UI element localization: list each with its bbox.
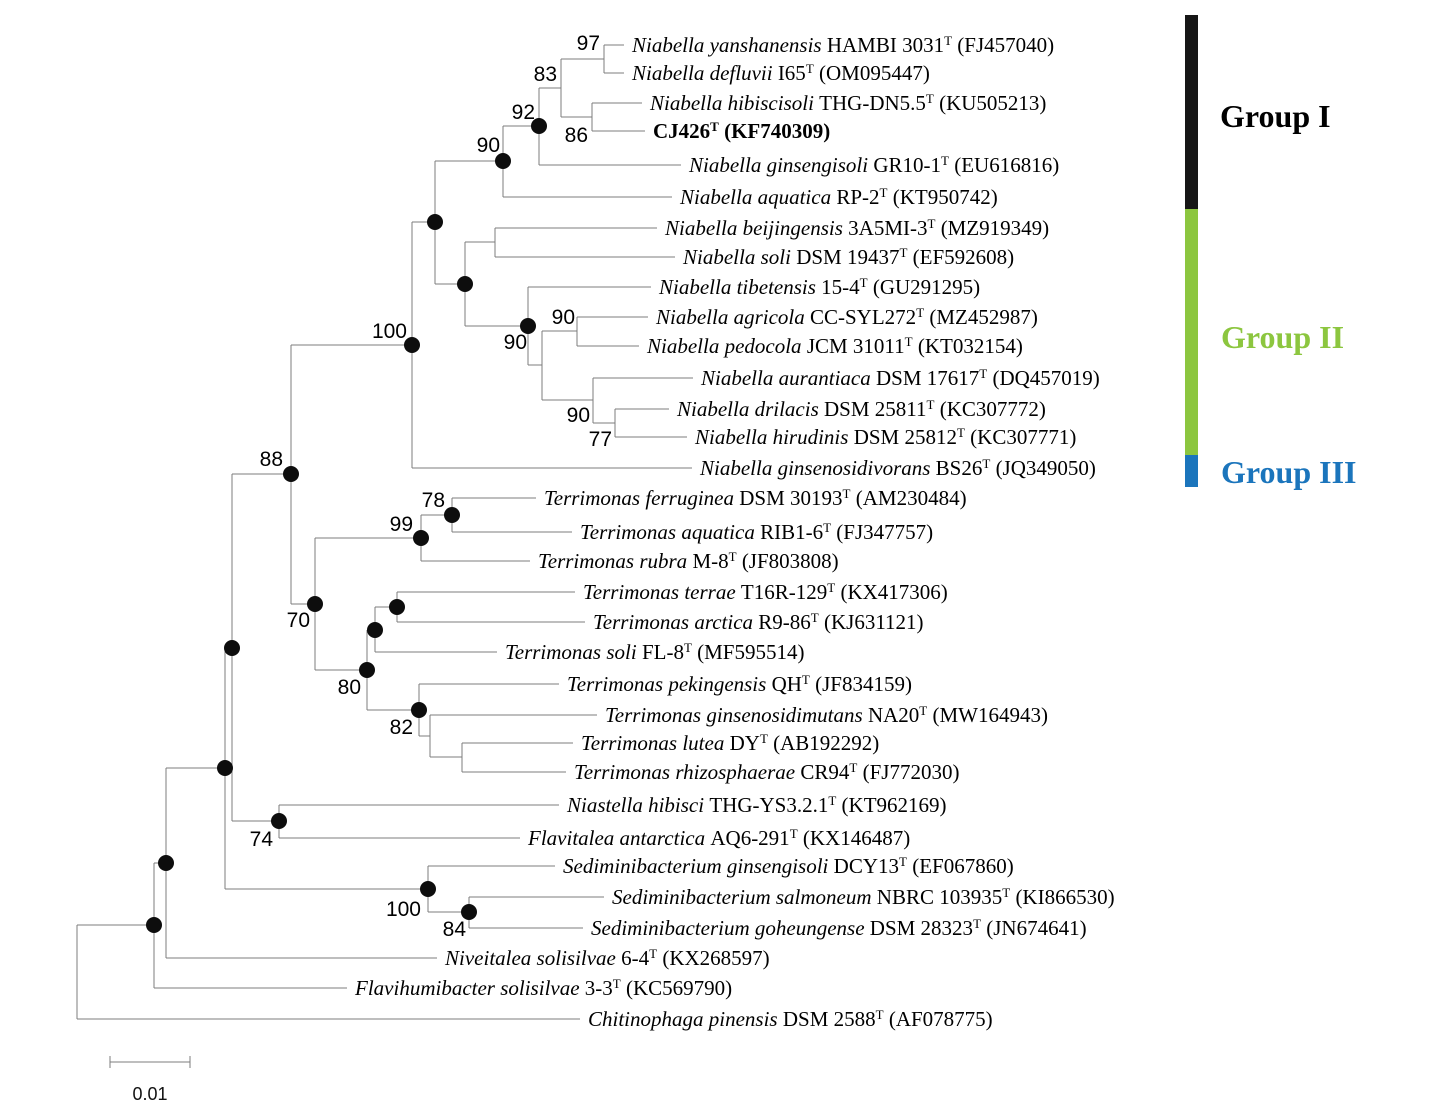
node-dot — [217, 760, 233, 776]
type-strain-superscript: T — [904, 334, 913, 349]
taxon-label — [544, 486, 967, 510]
taxon-label — [605, 703, 1048, 727]
taxon-strain: FL-8 — [636, 640, 684, 664]
type-strain-superscript: T — [683, 640, 692, 655]
tree-node-dots — [146, 118, 547, 933]
taxon-strain: CJ426 — [653, 119, 711, 143]
bootstrap-value: 77 — [588, 428, 612, 451]
type-strain-superscript: T — [944, 33, 953, 48]
group3-label: Group III — [1221, 454, 1357, 490]
node-dot — [359, 662, 375, 678]
bootstrap-value: 83 — [533, 63, 557, 86]
node-dot — [420, 881, 436, 897]
bootstrap-value: 74 — [249, 828, 273, 851]
taxon-accession: (EF592608) — [907, 245, 1015, 269]
taxon-label — [588, 1007, 993, 1031]
group1-bar — [1185, 15, 1198, 209]
taxon-accession: (OM095447) — [813, 61, 930, 85]
taxon-species-name: Terrimonas soli — [505, 640, 637, 664]
type-strain-superscript: T — [925, 91, 934, 106]
taxon-accession: (JF803808) — [736, 549, 839, 573]
taxon-label — [694, 425, 1076, 449]
taxon-accession: (FJ772030) — [857, 760, 960, 784]
taxon-strain: JCM 31011 — [801, 334, 905, 358]
bootstrap-value: 90 — [551, 306, 575, 329]
taxon-accession: (FJ347757) — [831, 520, 934, 544]
taxon-species-name: Niabella drilacis — [677, 397, 819, 421]
taxon-species-name: Niabella defluvii — [632, 61, 773, 85]
type-strain-superscript: T — [982, 456, 991, 471]
taxon-species-name: Terrimonas lutea — [581, 731, 725, 755]
bootstrap-value: 100 — [385, 898, 421, 921]
taxon-strain: RP-2 — [831, 185, 880, 209]
taxon-species-name: Niabella agricola — [656, 305, 805, 329]
taxon-accession: (JF834159) — [809, 672, 912, 696]
bootstrap-value: 86 — [564, 124, 588, 147]
taxon-species-name: Terrimonas rhizosphaerae — [574, 760, 796, 784]
taxon-label — [649, 91, 1046, 115]
taxon-species-name: Niabella yanshanensis — [632, 33, 822, 57]
taxon-species-name: Terrimonas pekingensis — [567, 672, 767, 696]
type-strain-superscript: T — [612, 976, 621, 991]
node-dot — [271, 813, 287, 829]
type-strain-superscript: T — [805, 61, 814, 76]
bootstrap-value: 78 — [421, 489, 445, 512]
taxon-strain: I65 — [772, 61, 806, 85]
taxon-label — [612, 885, 1115, 909]
taxon-species-name: Terrimonas ginsenosidimutans — [605, 703, 863, 727]
taxon-accession: (KT032154) — [912, 334, 1023, 358]
type-strain-superscript: T — [827, 580, 836, 595]
taxon-strain: DSM 25812 — [848, 425, 957, 449]
taxon-species-name: Niabella aurantiaca — [701, 366, 871, 390]
taxon-species-name: Flavihumibacter solisilvae — [355, 976, 580, 1000]
type-strain-superscript: T — [916, 305, 925, 320]
node-dot — [367, 622, 383, 638]
node-dot — [224, 640, 240, 656]
node-dot — [283, 466, 299, 482]
group2-label: Group II — [1221, 319, 1345, 355]
type-strain-superscript: T — [1002, 885, 1011, 900]
taxon-species-name: Niabella ginsengisoli — [689, 153, 869, 177]
taxon-label — [653, 119, 830, 143]
taxon-label — [505, 640, 804, 664]
taxon-accession: (KI866530) — [1010, 885, 1115, 909]
node-dot — [146, 917, 162, 933]
taxon-label — [679, 185, 998, 209]
bootstrap-value: 70 — [286, 609, 310, 632]
taxon-accession: (AB192292) — [767, 731, 880, 755]
taxon-accession: (FJ457040) — [952, 33, 1055, 57]
taxon-species-name: Niabella soli — [683, 245, 791, 269]
taxon-accession: (KC307772) — [934, 397, 1046, 421]
taxon-label — [631, 33, 1054, 57]
taxon-accession: (KJ631121) — [818, 610, 924, 634]
taxon-accession: (MZ919349) — [935, 216, 1050, 240]
taxon-strain: 15-4 — [815, 275, 860, 299]
taxon-label — [581, 731, 879, 755]
taxon-label — [354, 976, 732, 1000]
taxon-species-name: Niabella ginsenosidivorans — [700, 456, 931, 480]
taxon-accession: (AM230484) — [850, 486, 967, 510]
taxon-label — [664, 216, 1049, 240]
type-strain-superscript: T — [649, 946, 658, 961]
taxon-species-name: Niabella hirudinis — [695, 425, 849, 449]
taxon-label — [527, 826, 910, 850]
taxon-accession: (KX268597) — [657, 946, 770, 970]
taxon-strain: RIB1-6 — [754, 520, 824, 544]
type-strain-superscript: T — [927, 216, 936, 231]
taxon-accession: (AF078775) — [883, 1007, 993, 1031]
type-strain-superscript: T — [823, 520, 832, 535]
taxon-strain: DSM 28323 — [864, 916, 974, 940]
bootstrap-value: 99 — [389, 513, 413, 536]
taxon-label — [567, 672, 912, 696]
type-strain-superscript: T — [710, 119, 719, 134]
type-strain-superscript: T — [828, 793, 837, 808]
type-strain-superscript: T — [899, 245, 908, 260]
node-dot — [457, 276, 473, 292]
type-strain-superscript: T — [956, 425, 965, 440]
taxon-strain: NA20 — [862, 703, 920, 727]
bootstrap-value: 100 — [371, 320, 407, 343]
type-strain-superscript: T — [859, 275, 868, 290]
bootstrap-value: 92 — [511, 101, 535, 124]
node-dot — [444, 507, 460, 523]
taxon-accession: (JQ349050) — [990, 456, 1096, 480]
taxon-label — [563, 854, 1014, 878]
taxon-species-name: Flavitalea antarctica — [528, 826, 706, 850]
type-strain-superscript: T — [810, 610, 819, 625]
taxon-strain: DY — [724, 731, 760, 755]
taxon-species-name: Niabella beijingensis — [665, 216, 843, 240]
taxon-label — [574, 760, 959, 784]
taxon-accession: (KC307771) — [964, 425, 1077, 449]
taxon-accession: (KX146487) — [797, 826, 911, 850]
type-strain-superscript: T — [875, 1007, 884, 1022]
type-strain-superscript: T — [941, 153, 949, 168]
taxon-label — [593, 610, 924, 634]
type-strain-superscript: T — [728, 549, 737, 564]
taxon-label — [631, 61, 930, 85]
taxon-accession: (KF740309) — [718, 119, 831, 143]
taxon-species-name: Sediminibacterium goheungense — [591, 916, 865, 940]
bootstrap-value: 82 — [389, 716, 413, 739]
taxon-species-name: Terrimonas arctica — [593, 610, 754, 634]
taxon-strain: THG-YS3.2.1 — [704, 793, 829, 817]
type-strain-superscript: T — [979, 366, 988, 381]
group2-bar — [1185, 209, 1198, 455]
taxon-label — [676, 397, 1046, 421]
bootstrap-value: 90 — [503, 331, 527, 354]
type-strain-superscript: T — [899, 854, 907, 869]
taxon-label — [566, 793, 947, 817]
taxon-species-name: Niabella hibiscisoli — [650, 91, 814, 115]
taxon-strain: BS26 — [930, 456, 983, 480]
taxon-label — [655, 305, 1038, 329]
scale-bar-label: 0.01 — [132, 1084, 168, 1104]
group1-label: Group I — [1220, 98, 1331, 134]
taxon-accession: (MF595514) — [691, 640, 805, 664]
bootstrap-value: 90 — [566, 404, 590, 427]
taxon-species-name: Niveitalea solisilvae — [445, 946, 616, 970]
taxon-species-name: Niabella aquatica — [680, 185, 832, 209]
taxon-label — [646, 334, 1023, 358]
taxon-strain: CR94 — [795, 760, 850, 784]
type-strain-superscript: T — [759, 731, 768, 746]
taxon-label — [699, 456, 1096, 480]
taxon-strain: 3-3 — [579, 976, 613, 1000]
type-strain-superscript: T — [849, 760, 858, 775]
taxon-species-name: Terrimonas terrae — [583, 580, 736, 604]
type-strain-superscript: T — [919, 703, 928, 718]
taxon-species-name: Niabella pedocola — [647, 334, 802, 358]
bootstrap-value: 84 — [442, 918, 466, 941]
type-strain-superscript: T — [926, 397, 935, 412]
node-dot — [411, 702, 427, 718]
taxon-label — [688, 153, 1059, 177]
taxon-strain: CC-SYL272 — [804, 305, 917, 329]
type-strain-superscript: T — [842, 486, 851, 501]
taxon-species-name: Terrimonas rubra — [538, 549, 688, 573]
taxon-accession: (KC569790) — [620, 976, 733, 1000]
taxon-accession: (JN674641) — [981, 916, 1087, 940]
taxon-strain: M-8 — [687, 549, 729, 573]
taxon-strain: THG-DN5.5 — [813, 91, 926, 115]
taxon-species-name: Terrimonas ferruginea — [544, 486, 734, 510]
taxon-species-name: Chitinophaga pinensis — [588, 1007, 778, 1031]
taxon-strain: 6-4 — [615, 946, 650, 970]
group3-bar — [1185, 455, 1198, 487]
taxon-label — [682, 245, 1014, 269]
node-dot — [427, 214, 443, 230]
taxon-accession: (KX417306) — [835, 580, 948, 604]
node-dot — [158, 855, 174, 871]
taxon-accession: (KT950742) — [887, 185, 998, 209]
taxon-strain: GR10-1 — [868, 153, 942, 177]
taxon-strain: AQ6-291 — [705, 826, 790, 850]
taxon-species-name: Terrimonas aquatica — [580, 520, 755, 544]
taxon-strain: QH — [766, 672, 802, 696]
bootstrap-value: 80 — [337, 676, 361, 699]
node-dot — [389, 599, 405, 615]
type-strain-superscript: T — [973, 916, 982, 931]
taxon-label — [538, 549, 839, 573]
bootstrap-value: 90 — [476, 134, 500, 157]
taxon-accession: (EF067860) — [906, 854, 1014, 878]
taxon-accession: (EU616816) — [948, 153, 1060, 177]
taxon-label — [591, 916, 1087, 940]
taxon-strain: DSM 19437 — [790, 245, 900, 269]
taxon-strain: HAMBI 3031 — [821, 33, 945, 57]
taxon-accession: (MZ452987) — [924, 305, 1038, 329]
taxon-strain: 3A5MI-3 — [842, 216, 928, 240]
taxon-strain: DCY13 — [828, 854, 899, 878]
taxon-strain: NBRC 103935 — [871, 885, 1003, 909]
type-strain-superscript: T — [879, 185, 888, 200]
taxon-strain: DSM 30193 — [734, 486, 843, 510]
taxon-label — [580, 520, 933, 544]
taxon-accession: (KU505213) — [933, 91, 1047, 115]
scale-bar — [110, 1056, 190, 1068]
taxon-strain: T16R-129 — [735, 580, 828, 604]
type-strain-superscript: T — [801, 672, 810, 687]
taxon-accession: (GU291295) — [867, 275, 981, 299]
taxon-label — [700, 366, 1100, 390]
taxon-strain: DSM 17617 — [870, 366, 980, 390]
taxon-accession: (KT962169) — [836, 793, 947, 817]
taxon-accession: (DQ457019) — [987, 366, 1100, 390]
taxon-species-name: Niastella hibisci — [567, 793, 705, 817]
node-dot — [413, 530, 429, 546]
bootstrap-value: 88 — [259, 448, 283, 471]
taxon-species-name: Sediminibacterium salmoneum — [612, 885, 872, 909]
taxon-accession: (MW164943) — [927, 703, 1048, 727]
taxon-label — [444, 946, 770, 970]
taxon-strain: DSM 25811 — [818, 397, 927, 421]
taxon-label — [658, 275, 980, 299]
bootstrap-value: 97 — [576, 32, 600, 55]
taxon-strain: R9-86 — [753, 610, 811, 634]
taxon-species-name: Sediminibacterium ginsengisoli — [563, 854, 829, 878]
taxon-label — [583, 580, 948, 604]
taxon-strain: DSM 2588 — [777, 1007, 876, 1031]
type-strain-superscript: T — [789, 826, 798, 841]
taxon-species-name: Niabella tibetensis — [659, 275, 816, 299]
